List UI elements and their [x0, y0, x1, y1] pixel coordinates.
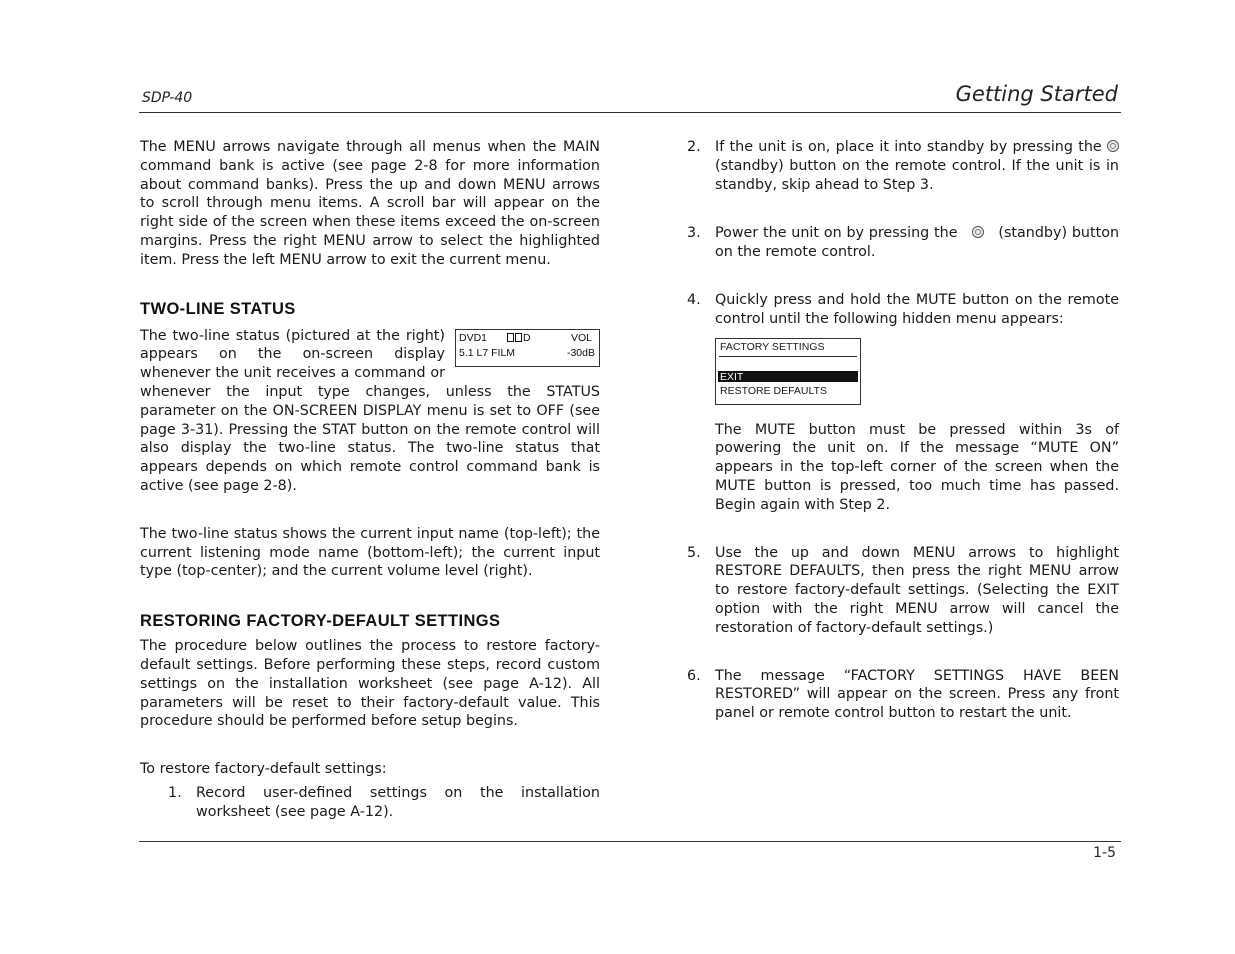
two-line-status-heading: TWO-LINE STATUS — [140, 299, 296, 318]
restore-procedure-paragraph: The procedure below outlines the process to restore factory-default settings. Before performing these steps, record custom settings on the installation worksheet (see page A-12). All parameters will be reset to their factory-default value. This procedure should be performed before setup begins. — [140, 638, 600, 730]
restore-intro-text: To restore factory-default settings: — [140, 761, 387, 778]
dolby-digital-icon — [515, 333, 522, 342]
factory-settings-title: FACTORY SETTINGS — [720, 340, 825, 353]
two-line-status-display — [455, 329, 600, 367]
step-6-text: The message “FACTORY SETTINGS HAVE BEEN RESTORED” will appear on the screen. Press any front panel or remote control button to restart the unit. — [715, 667, 1119, 722]
step-number: 6. — [687, 667, 701, 684]
menu-arrows-paragraph: The MENU arrows navigate through all menus when the MAIN command bank is active (see page 2-8 for more information about command banks). Press the up and down MENU arrows to scroll through menu items. A scroll bar will appear on the right side of the screen when these items exceed the on-screen margins. Press the right MENU arrow to select the highlighted item. Press the left MENU arrow to exit the current menu. — [140, 139, 600, 268]
chapter-title-header: Getting Started — [955, 82, 1118, 106]
factory-settings-menu — [715, 338, 861, 405]
menu-option-exit-highlighted: EXIT — [718, 371, 858, 382]
header-rule — [139, 112, 1121, 113]
manual-model-header: SDP-40 — [142, 90, 193, 106]
step-3-text: Power the unit on by pressing the (standby) button on the remote control. — [715, 225, 1120, 261]
page-number: 1-5 — [1093, 845, 1116, 861]
step-4-text: Quickly press and hold the MUTE button on the remote control until the following hidden menu appears: — [715, 291, 1119, 327]
list-item — [687, 544, 1119, 638]
right-column — [687, 138, 1119, 723]
step-number: 4. — [687, 291, 701, 308]
status-vol-label: VOL — [570, 331, 592, 344]
step-1-text: Record user-defined settings on the installation worksheet (see page A-12). — [196, 784, 600, 820]
footer-rule — [139, 841, 1121, 842]
list-item — [687, 138, 1119, 194]
standby-icon — [972, 226, 984, 238]
step-number: 5. — [687, 544, 701, 561]
step-number: 2. — [687, 139, 701, 155]
left-column — [140, 138, 600, 822]
list-item — [168, 784, 600, 822]
status-volume-level: -30dB — [566, 346, 595, 359]
step-number: 3. — [687, 225, 701, 242]
status-input-type: D — [507, 332, 531, 344]
menu-divider — [719, 356, 857, 357]
step-5-text: Use the up and down MENU arrows to highlight RESTORE DEFAULTS, then press the right MENU arrow to restore factory-default settings. (Selecting the EXIT option with the right MENU arrow will cancel the restoration of factory-default settings.) — [715, 544, 1119, 636]
menu-option-restore-defaults: RESTORE DEFAULTS — [720, 384, 827, 397]
list-item — [687, 291, 1119, 329]
list-item — [687, 667, 1119, 723]
dolby-digital-icon — [507, 333, 514, 342]
two-line-status-paragraph-2: The two-line status shows the current input name (top-left); the current listening mode name (bottom-left); the current input type (top-center); and the current volume level (right). — [140, 525, 600, 580]
step-2-text: If the unit is on, place it into standby by pressing the (standby) button on the remote control. If the unit is in standby, skip ahead to Step 3. — [715, 139, 1119, 193]
list-item — [687, 224, 1119, 262]
restoring-factory-defaults-heading: RESTORING FACTORY-DEFAULT SETTINGS — [140, 612, 501, 631]
status-listening-mode: 5.1 L7 FILM — [459, 346, 516, 359]
step-number: 1. — [168, 784, 182, 801]
standby-icon — [1107, 140, 1119, 152]
status-input-name: DVD1 — [459, 331, 488, 344]
two-line-status-paragraph-1: The two-line status (pictured at the right) appears on the on-screen display whenever the unit receives a command or whenever the input type changes, unless the STATUS parameter on the ON-SCREEN DISPLAY menu is set to OFF (see page 3-31). Pressing the STAT button on the remote control will also display the two-line status. The two-line status that appears depends on which remote control command bank is active (see page 2-8). — [140, 327, 600, 494]
mute-timing-note: The MUTE button must be pressed within 3s of powering the unit on. If the message “MUTE ON” appears in the top-left corner of the screen when the MUTE button is pressed, too much time has passed. Begin again with Step 2. — [715, 421, 1119, 513]
